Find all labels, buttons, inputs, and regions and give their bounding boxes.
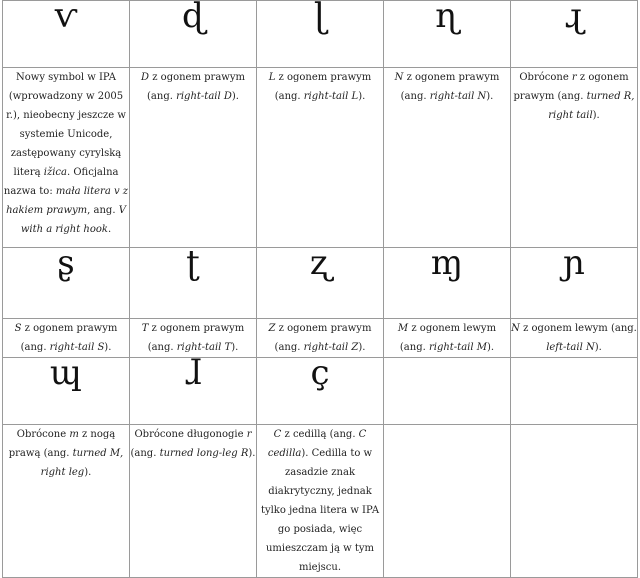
desc-part: z ogonem prawym (ang. (513, 72, 629, 102)
description-cell (384, 68, 511, 248)
desc-part-italic: turned M, right leg (40, 448, 124, 478)
glyph-row (3, 1, 638, 68)
desc-part-italic: right-tail D (176, 91, 232, 102)
description-cell (511, 68, 638, 248)
description-text (130, 425, 256, 463)
desc-part-italic: right-tail L (303, 91, 359, 102)
ipa-glyph: ʈ (186, 243, 200, 283)
glyph-cell (130, 353, 257, 425)
glyph-cell (257, 353, 384, 425)
desc-part: ). (594, 342, 602, 353)
desc-part: ). (248, 448, 256, 459)
desc-part: z cedillą (ang. (281, 429, 359, 440)
description-text (130, 319, 256, 357)
ipa-letters-table (2, 0, 638, 578)
glyph-cell (384, 243, 511, 319)
description-text (257, 68, 383, 106)
ipa-glyph: ɻ (564, 0, 584, 36)
glyph-row (3, 248, 638, 319)
ipa-glyph: ʐ (309, 243, 331, 283)
description-cell (257, 319, 384, 358)
glyph-cell (511, 243, 638, 319)
desc-part: z ogonem lewym (ang. (519, 323, 637, 334)
desc-part: ). (84, 467, 92, 478)
empty-cell (511, 425, 638, 578)
desc-part: . Oficjalna nazwa to: (3, 167, 119, 197)
desc-part: ). (592, 110, 600, 121)
desc-part-italic: C (273, 429, 282, 440)
desc-part-italic: M (397, 323, 409, 334)
description-text (3, 68, 129, 239)
desc-part-italic: m (69, 429, 79, 440)
desc-part: ). (231, 342, 239, 353)
ipa-glyph: ɲ (563, 243, 585, 283)
desc-part-italic: ižica (43, 167, 67, 178)
desc-part: z nogą prawą (ang. (8, 429, 116, 459)
description-cell (384, 319, 511, 358)
desc-part-italic: Z (268, 323, 276, 334)
desc-part-italic: right-tail N (429, 91, 487, 102)
desc-part-italic: right-tail Z (303, 342, 359, 353)
desc-part: ). (358, 342, 366, 353)
glyph-cell (384, 1, 511, 68)
desc-part: z ogonem prawym (ang. (400, 72, 500, 102)
description-text (384, 319, 510, 357)
desc-part-italic: right-tail S (49, 342, 105, 353)
desc-part-italic: right-tail T (176, 342, 232, 353)
desc-part: ). (104, 342, 112, 353)
glyph-cell (257, 1, 384, 68)
desc-part: z ogonem prawym (ang. (147, 323, 245, 353)
desc-part-italic: turned R, right tail (548, 91, 635, 121)
desc-part-italic: left-tail N (546, 342, 595, 353)
description-cell (130, 425, 257, 578)
desc-part: (ang. (130, 448, 160, 459)
description-text (130, 68, 256, 106)
glyph-row (3, 358, 638, 425)
description-text (3, 425, 129, 482)
ipa-glyph: ⱱ (54, 0, 78, 36)
description-cell (130, 68, 257, 248)
desc-part: ). (358, 91, 366, 102)
desc-part-italic: r (246, 429, 252, 440)
glyph-cell (130, 243, 257, 319)
glyph-cell (257, 243, 384, 319)
desc-part-italic: r (571, 72, 577, 83)
desc-part: z ogonem prawym (ang. (20, 323, 118, 353)
desc-part-italic: S (14, 323, 22, 334)
ipa-glyph: ɺ (184, 353, 202, 393)
desc-part: ). Cedilla to w zasadzie znak diakrytyczny, jednak tylko jedna litera w IPA go posiada, więc umieszczam ją w tym miejscu. (260, 448, 380, 573)
empty-cell (384, 358, 511, 425)
glyph-cell (3, 353, 130, 425)
desc-part: Obrócone (16, 429, 70, 440)
glyph-cell (3, 243, 130, 319)
description-cell (3, 425, 130, 578)
desc-part-italic: N (394, 72, 404, 83)
desc-part: ). (486, 342, 495, 353)
desc-part: , ang. (87, 205, 119, 216)
desc-part-italic: L (268, 72, 276, 83)
ipa-glyph: ʂ (57, 243, 75, 283)
desc-part: Obrócone długonogie (134, 429, 247, 440)
desc-part: ). (486, 91, 494, 102)
description-row (3, 319, 638, 358)
desc-part-italic: right-tail M (428, 342, 487, 353)
ipa-glyph: ç (310, 353, 330, 393)
description-text (511, 68, 637, 125)
ipa-glyph: ɳ (435, 0, 459, 36)
ipa-glyph: ɰ (49, 353, 83, 393)
desc-part: . (107, 224, 112, 235)
desc-part-italic: mała litera v z hakiem prawym (6, 186, 129, 216)
description-text (511, 319, 637, 357)
description-cell (257, 425, 384, 578)
description-text (257, 425, 383, 577)
description-cell (257, 68, 384, 248)
ipa-glyph: ɖ (182, 0, 204, 36)
desc-part-italic: T (141, 323, 149, 334)
desc-part: z ogonem prawym (ang. (274, 72, 372, 102)
desc-part-italic: turned long-leg R (159, 448, 249, 459)
description-cell (3, 319, 130, 358)
description-cell (130, 319, 257, 358)
desc-part: Nowy symbol w IPA (wprowadzony w 2005 r.), nieobecny jeszcze w systemie Unicode, zastępowany cyrylską literą (6, 72, 126, 178)
glyph-cell (3, 1, 130, 68)
description-row (3, 68, 638, 248)
desc-part-italic: D (141, 72, 150, 83)
empty-cell (384, 425, 511, 578)
ipa-glyph: ɭ (313, 0, 327, 36)
desc-part-italic: N (511, 323, 520, 334)
empty-cell (511, 358, 638, 425)
description-text (384, 68, 510, 106)
description-row (3, 425, 638, 578)
description-cell (511, 319, 638, 358)
desc-part: Obrócone (519, 72, 572, 83)
desc-part: z ogonem prawym (ang. (274, 323, 372, 353)
desc-part: z ogonem lewym (ang. (399, 323, 497, 353)
desc-part: z ogonem prawym (ang. (147, 72, 245, 102)
description-cell (3, 68, 130, 248)
glyph-cell (130, 1, 257, 68)
ipa-glyph: ɱ (430, 243, 464, 283)
description-text (3, 319, 129, 357)
desc-part: ). (231, 91, 239, 102)
desc-part-italic: V with a right hook (20, 205, 126, 235)
glyph-cell (511, 1, 638, 68)
desc-part-italic: C cedilla (267, 429, 367, 459)
description-text (257, 319, 383, 357)
